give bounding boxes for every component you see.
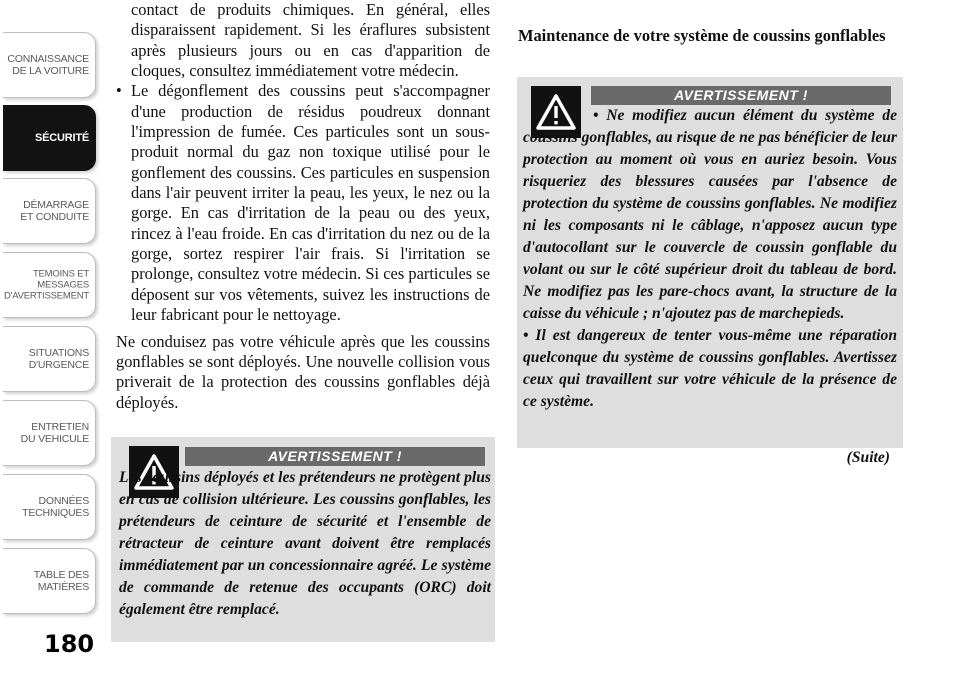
section-title: Maintenance de votre système de coussins gonflables — [518, 26, 886, 45]
continued-label: (Suite) — [846, 449, 890, 466]
tab-donnees-techniques[interactable] — [3, 474, 96, 540]
sidebar-nav — [0, 0, 100, 678]
bullet-text: Le dégonflement des coussins peut s'accompagner d'une production de résidus poudreux donnant l'impression de fumée. Ces particules sont un sous-produit normal du gaz non toxique utilisé pour le gonflement des coussins. Ces particules en suspension dans l'air peuvent irriter la peau, les yeux, le nez ou la gorge. En cas d'irritation de la peau ou des yeux, rincez à l'eau froide. En cas d'irritation du nez ou de la gorge, sortez respirer l'air frais. Si l'irritation se prolonge, consultez votre médecin. Si ces particules se déposent sur vos vêtements, suivez les instructions de leur fabricant pour le nettoyage. — [131, 81, 490, 325]
tab-connaissance-voiture[interactable] — [3, 32, 96, 98]
tab-demarrage-conduite[interactable] — [3, 178, 96, 244]
list-item — [116, 81, 490, 325]
body-paragraph: Ne conduisez pas votre véhicule après que les coussins gonflables se sont déployés. Une nouvelle collision vous priverait de la protection des coussins gonflables déjà déployés. — [116, 331, 490, 412]
tab-situations-urgence[interactable] — [3, 326, 96, 392]
tab-temoins-messages[interactable] — [3, 252, 96, 318]
warning-box — [517, 77, 903, 448]
warning-box — [111, 437, 495, 642]
tab-label: TEMOINS ET MESSAGES D'AVERTISSEMENT — [3, 268, 89, 302]
tab-label: DÉMARRAGE ET CONDUITE — [20, 199, 89, 223]
tab-entretien-vehicule[interactable] — [3, 400, 96, 466]
tab-label: CONNAISSANCE DE LA VOITURE — [7, 53, 89, 77]
warning-text: Les coussins déployés et les prétendeurs ne protègent plus en cas de collision ultérieure. Les coussins gonflables, les prétendeurs de ceinture de sécurité et l'ensemble de rétracteur de ceinture avant doivent être remplacés immédiatement par un concessionnaire agréé. Le système de commande de retenue des occupants (ORC) doit également être remplacé. — [119, 469, 491, 618]
tab-label: SÉCURITÉ — [34, 132, 89, 144]
bullet-glyph: • — [116, 81, 122, 101]
tab-label: TABLE DES MATIÈRES — [33, 569, 89, 593]
tab-securite[interactable] — [3, 105, 96, 171]
warning-title: AVERTISSEMENT ! — [185, 447, 485, 466]
left-column — [116, 0, 490, 413]
tab-table-matieres[interactable] — [3, 548, 96, 614]
warning-title: AVERTISSEMENT ! — [591, 86, 891, 105]
tab-label: ENTRETIEN DU VEHICULE — [20, 421, 89, 445]
tab-label: SITUATIONS D'URGENCE — [28, 347, 89, 371]
page-number: 180 — [44, 630, 95, 658]
continued-paragraph: contact de produits chimiques. En général, elles disparaissent rapidement. Si les éraflures subsistent après plusieurs jours ou en cas d'apparition de cloques, consultez immédiatement votre médecin. — [131, 0, 490, 81]
warning-item: • Il est dangereux de tenter vous-même une réparation quelconque du système de coussins gonflables. Avertissez ceux qui travaillent sur votre véhicule de la présence de ce système. — [523, 327, 897, 410]
warning-item: • Ne modifiez aucun élément du système de coussins gonflables, au risque de ne pas bénéficier de leur protection au moment où vous en auriez besoin. Vous risqueriez des blessures causées par l'absence de protection du système de coussins gonflables. Ne modifiez ni les composants ni le câblage, n'apposez aucun type d'autocollant sur le couvercle de coussin gonflable du volant ou sur le côté supérieur droit du tableau de bord. Ne modifiez pas les pare-chocs avant, la structure de la caisse du véhicule ; n'ajoutez pas de marchepieds. — [523, 107, 897, 322]
tab-label: DONNÉES TECHNIQUES — [22, 495, 89, 519]
